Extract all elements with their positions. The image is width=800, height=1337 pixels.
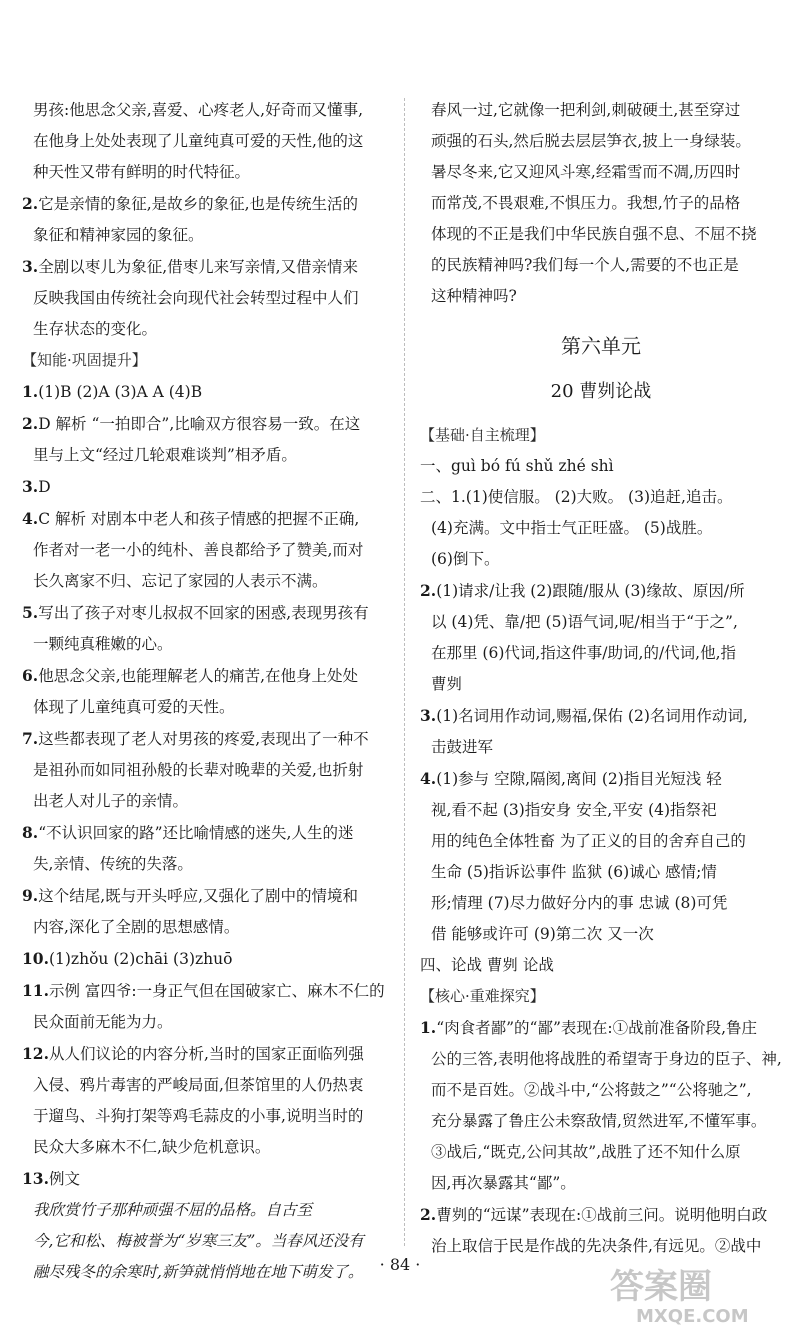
answer-line (22, 817, 392, 849)
answer-line (22, 1195, 392, 1226)
answer-line (420, 795, 782, 826)
answer-line (420, 482, 782, 513)
answer-text: 形;情理 (7)尽力做好分内的事 忠诚 (8)可凭 (431, 894, 728, 912)
section-heading (420, 420, 782, 451)
answer-line (420, 544, 782, 575)
answer-text: 以 (4)凭、靠/把 (5)语气词,呢/相当于“于之”, (431, 613, 738, 631)
answer-text: 治上取信于民是作战的先决条件,有远见。②战中 (431, 1237, 762, 1255)
lesson-answers (420, 420, 782, 1262)
answer-text: 融尽残冬的余寒时,新笋就悄悄地在地下萌发了。 (33, 1263, 364, 1281)
answer-text: 视,看不起 (3)指安身 安全,平安 (4)指祭祀 (431, 801, 717, 819)
answer-line (420, 281, 782, 312)
answer-text: 作者对一老一小的纯朴、善良都给予了赞美,而对 (33, 541, 364, 559)
answer-line (420, 700, 782, 732)
answer-text: 击鼓进军 (431, 738, 494, 756)
question-number: 3. (22, 257, 39, 276)
answer-line (22, 566, 392, 597)
answer-text: 这些都表现了老人对男孩的疼爱,表现出了一种不 (38, 730, 369, 748)
answer-text: 内容,深化了全剧的思想感情。 (33, 918, 240, 936)
answer-text: 因,再次暴露其“鄙”。 (431, 1174, 576, 1192)
question-number: 2. (22, 194, 39, 213)
question-number: 4. (22, 509, 39, 528)
answer-line (420, 126, 782, 157)
answer-text: 在那里 (6)代词,指这件事/助词,的/代词,他,指 (431, 644, 737, 662)
watermark-url: MXQE.COM (636, 1306, 749, 1327)
answer-text: 用的纯色全体牲畜 为了正义的目的舍弃自己的 (431, 832, 746, 850)
answer-text: (1)B (2)A (3)A A (4)B (38, 383, 203, 401)
answer-text: 曹刿 (431, 675, 463, 693)
question-number: 2. (22, 414, 39, 433)
section-heading (420, 981, 782, 1012)
answer-line (22, 157, 392, 188)
section-heading (22, 345, 392, 376)
answer-line (22, 880, 392, 912)
answer-text: 一、guì bó fú shǔ zhé shì (420, 457, 614, 475)
answer-text: 曹刿的“远谋”表现在:①战前三问。说明他明白政 (436, 1206, 768, 1224)
answer-line (22, 440, 392, 471)
answer-line (420, 95, 782, 126)
answer-line (420, 575, 782, 607)
watermark-logo (606, 1258, 782, 1328)
answer-text: “肉食者鄙”的“鄙”表现在:①战前准备阶段,鲁庄 (436, 1019, 758, 1037)
answer-text: 体现的不正是我们中华民族自强不息、不屈不挠 (431, 225, 757, 243)
answer-text: C 解析 对剧本中老人和孩子情感的把握不正确, (38, 510, 360, 528)
answer-text: 二、1.(1)使信服。 (2)大败。 (3)追赶,追击。 (420, 488, 733, 506)
answer-line (22, 660, 392, 692)
answer-text: 而不是百姓。②战斗中,“公将鼓之”“公将驰之”, (431, 1081, 752, 1099)
answer-line (22, 95, 392, 126)
answer-text: (1)zhǒu (2)chāi (3)zhuō (48, 950, 233, 968)
answer-line (420, 638, 782, 669)
answer-line (22, 408, 392, 440)
answer-line (420, 857, 782, 888)
answer-text: 是祖孙而如同祖孙般的长辈对晚辈的关爱,也折射 (33, 761, 364, 779)
answer-text: ③战后,“既克,公问其故”,战胜了还不知什么原 (431, 1143, 741, 1161)
answer-text: 里与上文“经过几轮艰难谈判”相矛盾。 (33, 446, 297, 464)
answer-line (420, 1137, 782, 1168)
answer-line (22, 692, 392, 723)
answer-line (22, 1226, 392, 1257)
answer-line (22, 1038, 392, 1070)
answer-line (22, 503, 392, 535)
answer-line (22, 188, 392, 220)
answer-text: 全剧以枣儿为象征,借枣儿来写亲情,又借亲情来 (38, 258, 359, 276)
right-column (420, 95, 782, 1262)
answer-line (22, 786, 392, 817)
question-number: 11. (22, 981, 49, 1000)
answer-text: 写出了孩子对枣儿叔叔不回家的困惑,表现男孩有 (38, 604, 369, 622)
answer-line (22, 126, 392, 157)
answer-line (420, 250, 782, 281)
answer-text: 在他身上处处表现了儿童纯真可爱的天性,他的这 (33, 132, 364, 150)
answer-line (420, 1075, 782, 1106)
answer-line (420, 732, 782, 763)
answer-text: 【知能·巩固提升】 (22, 351, 147, 369)
answer-text: 这个结尾,既与开头呼应,又强化了剧中的情境和 (38, 887, 359, 905)
answer-line (420, 157, 782, 188)
answer-line (420, 513, 782, 544)
answer-line (420, 1012, 782, 1044)
answer-line (420, 950, 782, 981)
question-number: 1. (22, 382, 39, 401)
answer-line (22, 975, 392, 1007)
answer-line (420, 451, 782, 482)
answer-line (420, 1106, 782, 1137)
answer-line (22, 376, 392, 408)
answer-text: 我欣赏竹子那种顽强不屈的品格。自古至 (33, 1201, 313, 1219)
question-number: 3. (22, 477, 39, 496)
answer-line (22, 314, 392, 345)
answer-line (420, 919, 782, 950)
answer-text: 反映我国由传统社会向现代社会转型过程中人们 (33, 289, 359, 307)
question-number: 8. (22, 823, 39, 842)
answer-line (420, 888, 782, 919)
answer-text: (6)倒下。 (431, 550, 500, 568)
question-number: 6. (22, 666, 39, 685)
answer-text: 入侵、鸦片毒害的严峻局面,但茶馆里的人仍热衷 (33, 1076, 364, 1094)
answer-text: (1)名词用作动词,赐福,保佑 (2)名词用作动词, (436, 707, 748, 725)
answer-text: D 解析 “一拍即合”,比喻双方很容易一致。在这 (38, 415, 361, 433)
question-number: 10. (22, 949, 49, 968)
answer-line (22, 1007, 392, 1038)
answer-text: 一颗纯真稚嫩的心。 (33, 635, 173, 653)
question-number: 12. (22, 1044, 49, 1063)
answer-text: 四、论战 曹刿 论战 (420, 956, 554, 974)
question-number: 9. (22, 886, 39, 905)
answer-text: 出老人对儿子的亲情。 (33, 792, 189, 810)
answer-line (420, 188, 782, 219)
answer-line (420, 219, 782, 250)
left-column (22, 95, 392, 1288)
answer-text: “不认识回家的路”还比喻情感的迷失,人生的迷 (38, 824, 354, 842)
answer-text: 例文 (48, 1170, 80, 1188)
question-number: 7. (22, 729, 39, 748)
watermark-text: 答案圈 (610, 1267, 712, 1307)
lesson-title: 20 曹刿论战 (550, 381, 652, 402)
question-number: 2. (420, 581, 437, 600)
answer-text: D (38, 478, 51, 496)
answer-line (22, 471, 392, 503)
answer-text: 从人们议论的内容分析,当时的国家正面临列强 (48, 1045, 364, 1063)
answer-line (22, 220, 392, 251)
question-number: 2. (420, 1205, 437, 1224)
answer-text: 【核心·重难探究】 (420, 987, 545, 1005)
answer-text: 【基础·自主梳理】 (420, 426, 545, 444)
answer-text: 男孩:他思念父亲,喜爱、心疼老人,好奇而又懂事, (33, 101, 364, 119)
answer-line (22, 849, 392, 880)
answer-line (22, 251, 392, 283)
answer-text: 象征和精神家园的象征。 (33, 226, 204, 244)
question-number: 3. (420, 706, 437, 725)
answer-text: (4)充满。文中指士气正旺盛。 (5)战胜。 (431, 519, 713, 537)
answer-text: 体现了儿童纯真可爱的天性。 (33, 698, 235, 716)
answer-text: 今,它和松、梅被誉为“岁寒三友”。当春风还没有 (33, 1232, 364, 1250)
answer-text: 借 能够或许可 (9)第二次 又一次 (431, 925, 654, 943)
answer-text: (1)参与 空隙,隔阂,离间 (2)指目光短浅 轻 (436, 770, 722, 788)
question-number: 5. (22, 603, 39, 622)
answer-line (420, 669, 782, 700)
question-number: 4. (420, 769, 437, 788)
answer-line (22, 535, 392, 566)
answer-line (22, 723, 392, 755)
answer-text: 他思念父亲,也能理解老人的痛苦,在他身上处处 (38, 667, 359, 685)
answer-line (420, 1168, 782, 1199)
answer-text: 春风一过,它就像一把利剑,刺破硬土,甚至穿过 (431, 101, 741, 119)
answer-line (420, 607, 782, 638)
answer-text: 生存状态的变化。 (33, 320, 158, 338)
answer-text: 暑尽冬来,它又迎风斗寒,经霜雪而不凋,历四时 (431, 163, 741, 181)
answer-text: 民众大多麻木不仁,缺少危机意识。 (33, 1138, 271, 1156)
question-number: 13. (22, 1169, 49, 1188)
answer-line (420, 763, 782, 795)
answer-line (22, 1070, 392, 1101)
answer-text: 公的三答,表明他将战胜的希望寄于身边的臣子、神, (431, 1050, 782, 1068)
unit-title: 第六单元 (561, 334, 641, 358)
answer-text: 充分暴露了鲁庄公未察敌情,贸然进军,不懂军事。 (431, 1112, 767, 1130)
answer-text: 民众面前无能为力。 (33, 1013, 173, 1031)
question-number: 1. (420, 1018, 437, 1037)
answer-line (22, 943, 392, 975)
answer-text: 种天性又带有鲜明的时代特征。 (33, 163, 251, 181)
answer-line (420, 1044, 782, 1075)
answer-line (22, 912, 392, 943)
answer-line (420, 826, 782, 857)
answer-text: 这种精神吗? (431, 287, 517, 305)
page-number: · 84 · (379, 1255, 421, 1274)
answer-text: 于遛鸟、斗狗打架等鸡毛蒜皮的小事,说明当时的 (33, 1107, 364, 1125)
answer-text: (1)请求/让我 (2)跟随/服从 (3)缘故、原因/所 (436, 582, 745, 600)
answer-text: 的民族精神吗?我们每一个人,需要的不也正是 (431, 256, 739, 274)
essay-continuation (420, 95, 782, 312)
answer-line (22, 755, 392, 786)
answer-text: 顽强的石头,然后脱去层层笋衣,披上一身绿装。 (431, 132, 751, 150)
answer-text: 失,亲情、传统的失落。 (33, 855, 193, 873)
answer-text: 它是亲情的象征,是故乡的象征,也是传统生活的 (38, 195, 359, 213)
answer-line (22, 1132, 392, 1163)
answer-line (22, 283, 392, 314)
answer-text: 长久离家不归、忘记了家园的人表示不满。 (33, 572, 328, 590)
answer-text: 生命 (5)指诉讼事件 监狱 (6)诚心 感情;情 (431, 863, 717, 881)
answer-line (420, 1199, 782, 1231)
answer-line (22, 629, 392, 660)
answer-line (22, 1163, 392, 1195)
column-divider (404, 98, 405, 1246)
answer-text: 示例 富四爷:一身正气但在国破家亡、麻木不仁的 (48, 982, 385, 1000)
answer-text: 而常茂,不畏艰难,不惧压力。我想,竹子的品格 (431, 194, 741, 212)
answer-line (22, 597, 392, 629)
answer-line (22, 1101, 392, 1132)
